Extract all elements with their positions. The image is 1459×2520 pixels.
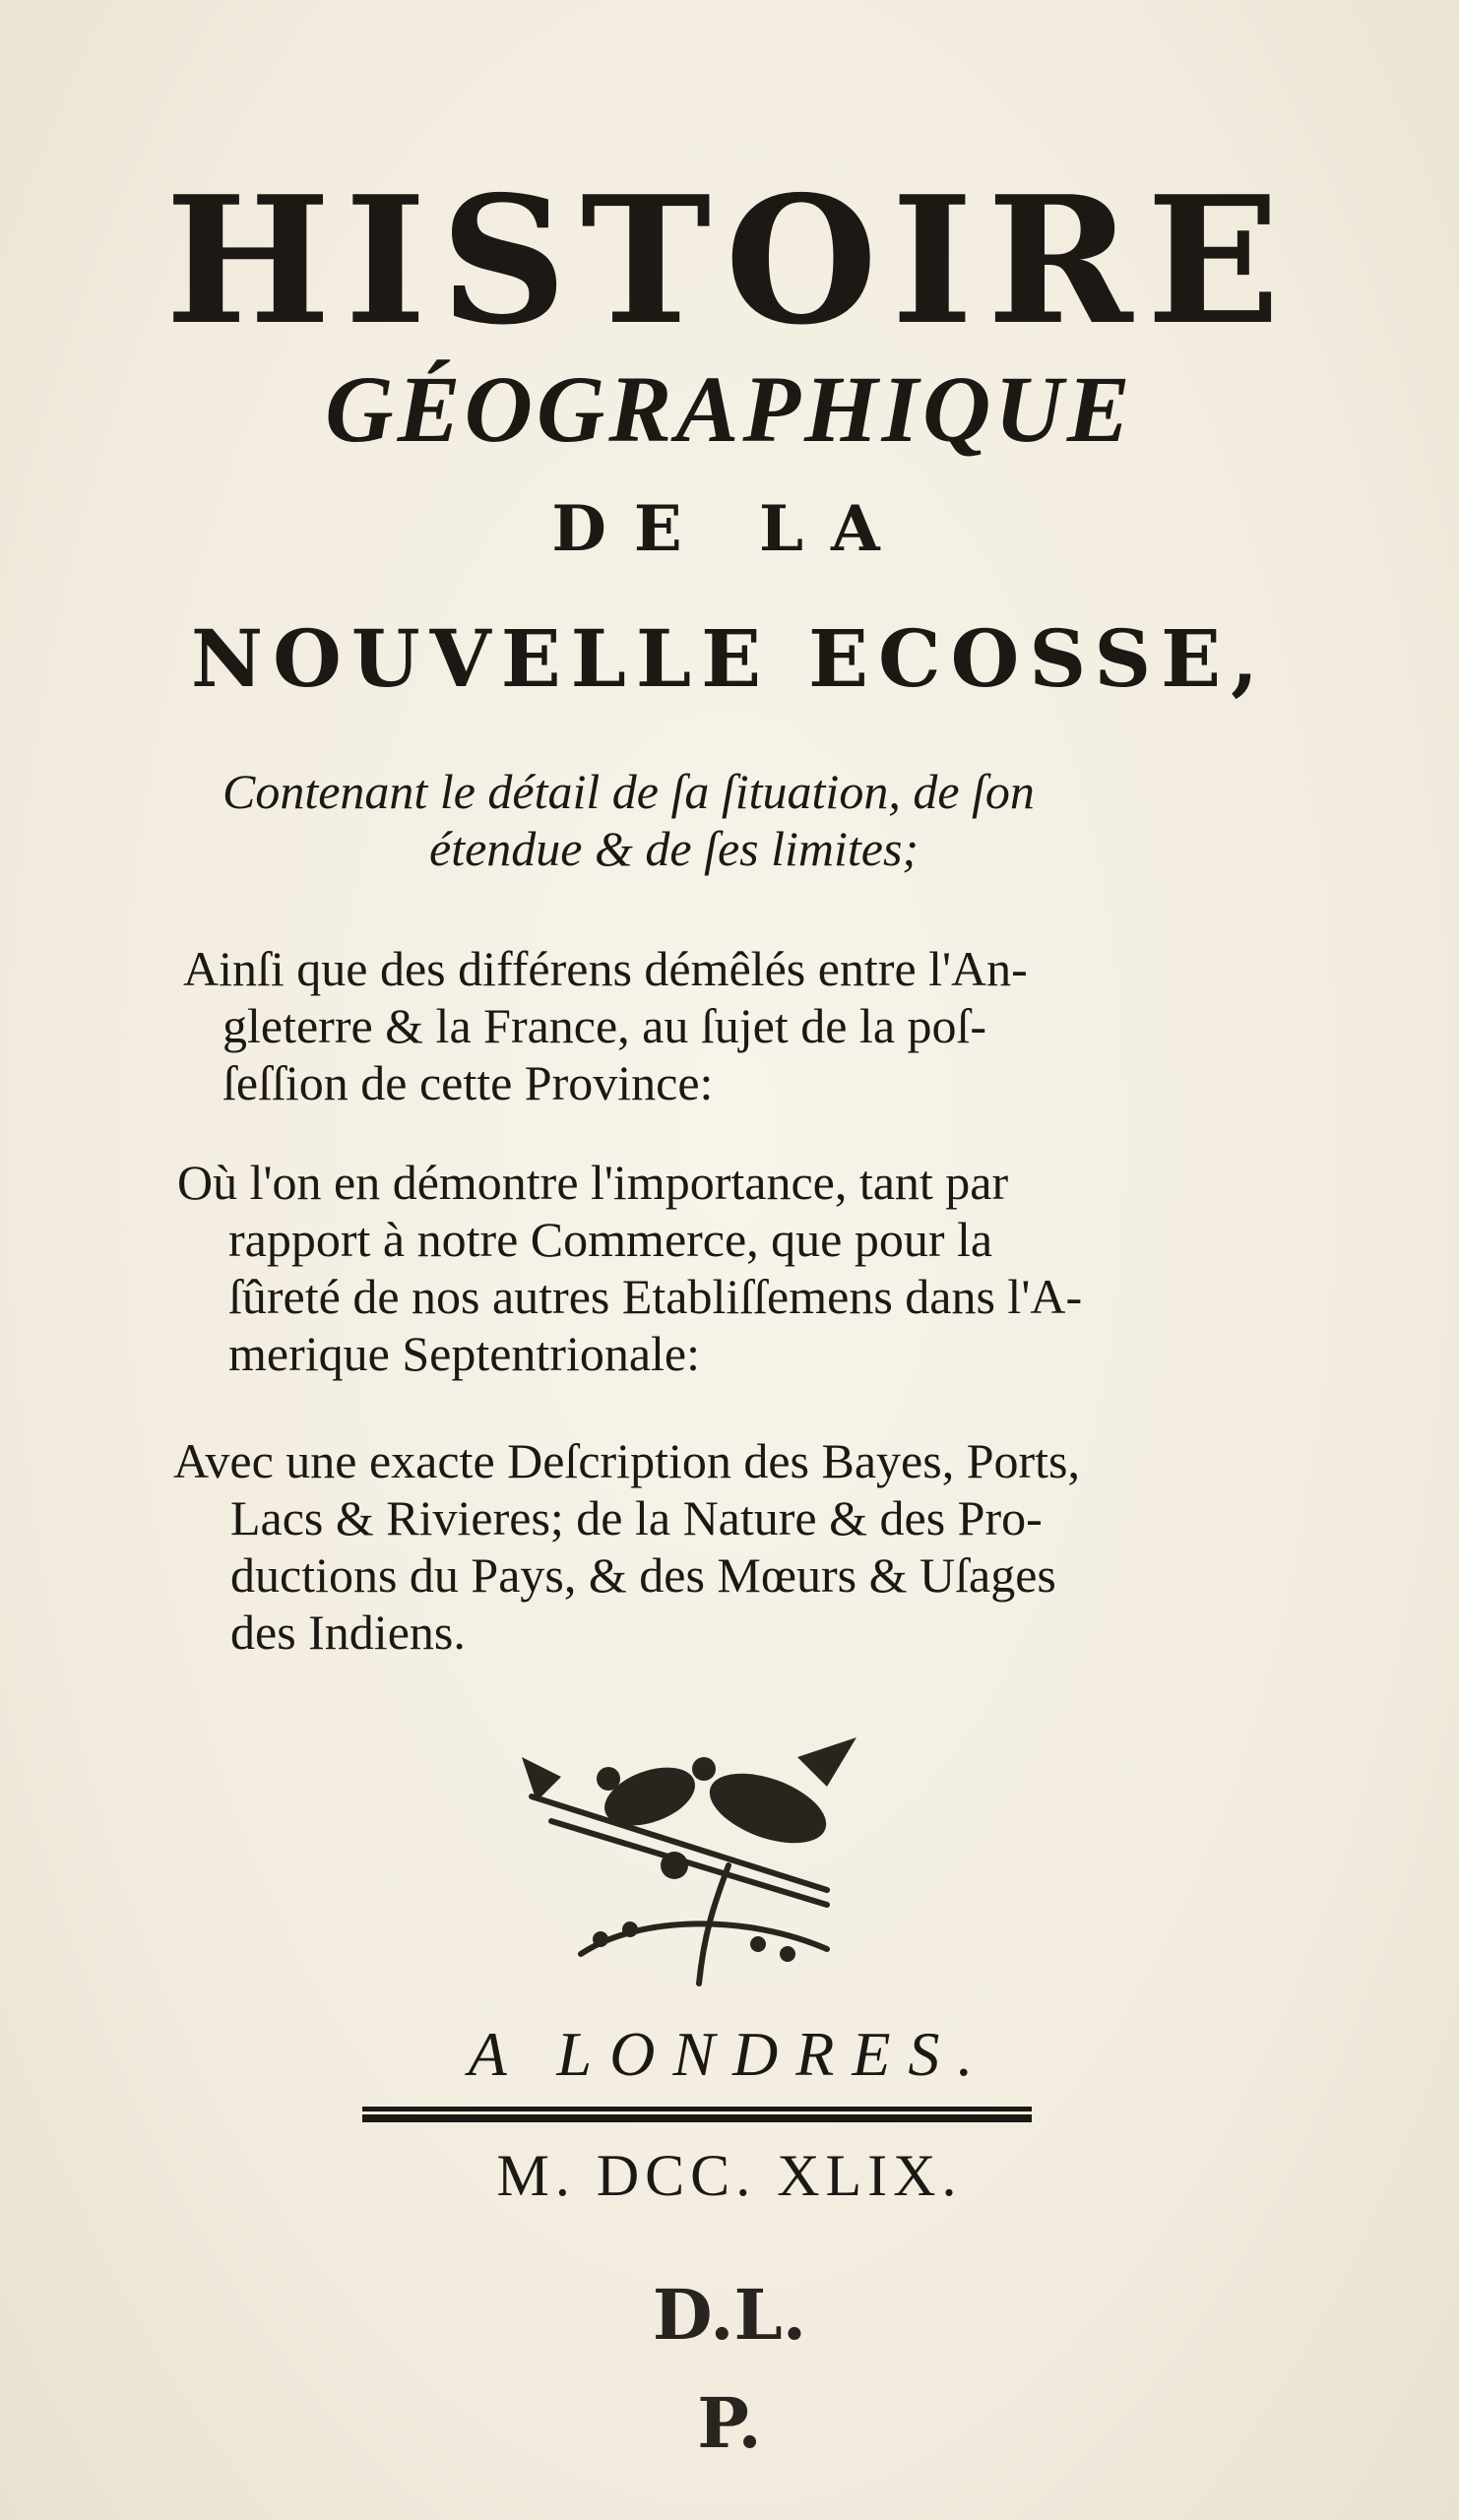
paragraph-line: rapport à notre Commerce, que pour la: [228, 1212, 993, 1267]
paragraph-line: ſeſſion de cette Province:: [222, 1055, 714, 1110]
subtitle-line: Contenant le détail de ſa ſituation, de ſon: [222, 764, 1035, 819]
title-line-nouvelle-ecosse: NOUVELLE ECOSSE,: [191, 612, 1268, 705]
title-line-geographique: GÉOGRAPHIQUE: [325, 356, 1134, 462]
paragraph-line: Où l'on en démontre l'importance, tant par: [177, 1155, 1009, 1210]
paragraph-line: ſûreté de nos autres Etabliſſemens dans l'A-: [228, 1269, 1083, 1324]
paragraph-ainsi: [183, 940, 1028, 1111]
paragraph-line: Ainſi que des différens démêlés entre l'An-: [183, 941, 1028, 996]
subtitle-line: étendue & de ſes limites;: [429, 821, 920, 876]
printers-ornament-icon: [502, 1718, 896, 1993]
paragraph-ou: [177, 1154, 1082, 1382]
paragraph-line: des Indiens.: [230, 1605, 466, 1660]
paragraph-line: gleterre & la France, au ſujet de la poſ-: [222, 998, 987, 1053]
double-rule-divider: [362, 2105, 1032, 2124]
paragraph-line: merique Septentrionale:: [228, 1326, 701, 1381]
paragraph-avec: [173, 1432, 1080, 1661]
paragraph-line: Avec une exacte Deſcription des Bayes, Ports,: [173, 1433, 1080, 1488]
imprint-place: A LONDRES.: [468, 2019, 991, 2089]
title-line-histoire: HISTOIRE: [164, 158, 1295, 363]
title-line-de-la: DE LA: [551, 492, 908, 566]
paragraph-line: ductions du Pays, & des Mœurs & Uſages: [230, 1547, 1056, 1603]
paragraph-line: Lacs & Rivieres; de la Nature & des Pro-: [230, 1490, 1043, 1545]
subtitle-block: [222, 763, 1035, 877]
ownership-stamp-line: D.L.: [652, 2274, 807, 2356]
ownership-stamp-line: P.: [697, 2382, 762, 2464]
imprint-date: M. DCC. XLIX.: [496, 2143, 963, 2208]
